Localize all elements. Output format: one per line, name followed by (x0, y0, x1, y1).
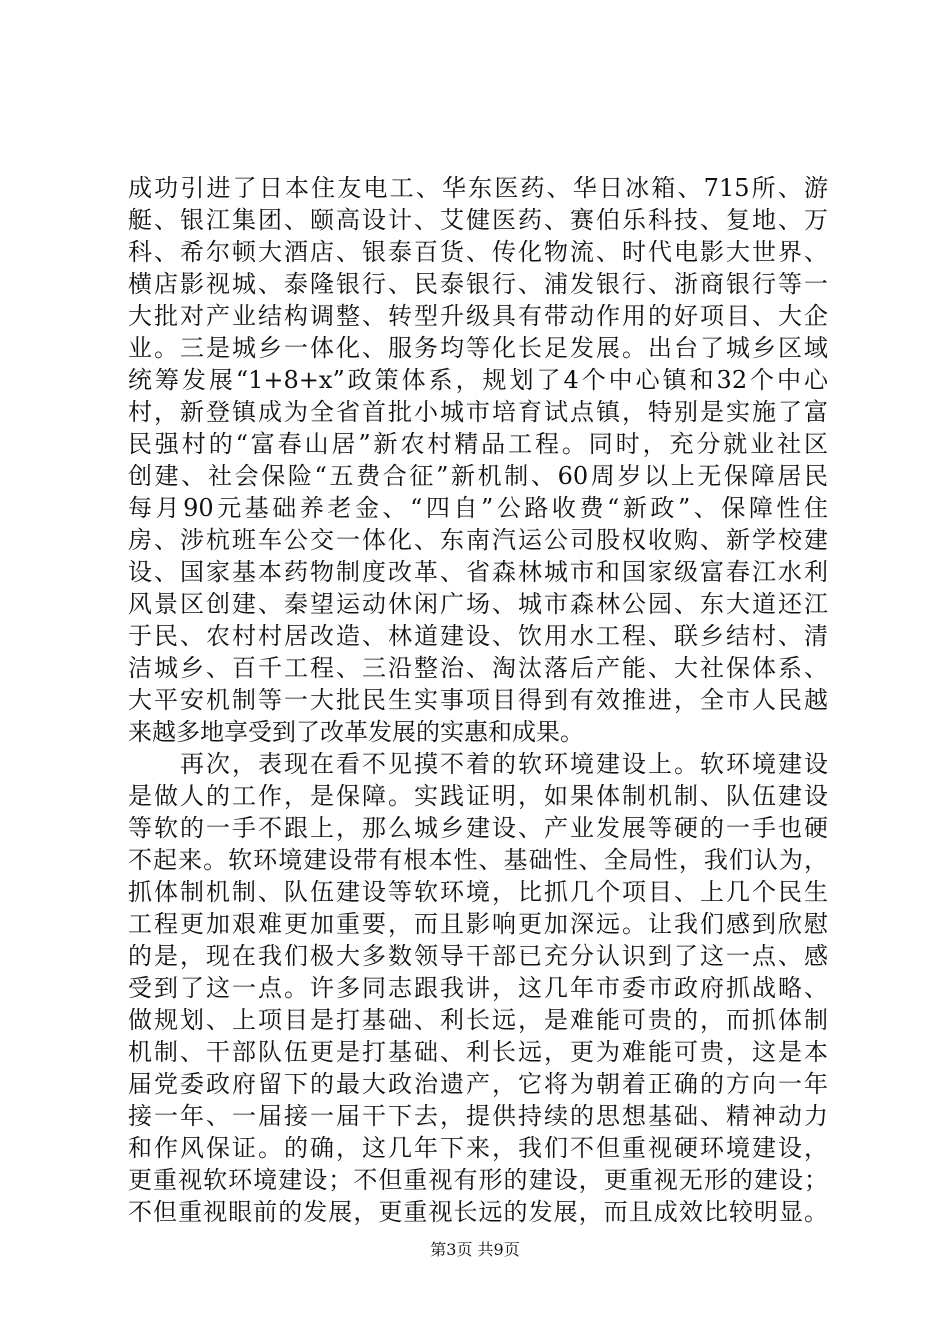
text-line: 接一年、一届接一届干下去，提供持续的思想基础、精神动力 (128, 1102, 828, 1130)
text-line: 来越多地享受到了改革发展的实惠和成果。 (128, 718, 584, 746)
text-line: 每月90元基础养老金、“四自”公路收费“新政”、保障性住 (128, 494, 828, 522)
text-line: 大批对产业结构调整、转型升级具有带动作用的好项目、大企 (128, 302, 828, 330)
text-line: 大平安机制等一大批民生实事项目得到有效推进，全市人民越 (128, 686, 828, 714)
text-line: 做规划、上项目是打基础、利长远，是难能可贵的，而抓体制 (128, 1006, 828, 1034)
page-number-label: 第3页 共9页 (430, 1240, 520, 1259)
text-line: 横店影视城、泰隆银行、民泰银行、浦发银行、浙商银行等一 (128, 270, 828, 298)
paragraph-2 (128, 748, 828, 1228)
text-line: 设、国家基本药物制度改革、省森林城市和国家级富春江水利 (128, 558, 828, 586)
text-line: 洁城乡、百千工程、三沿整治、淘汰落后产能、大社保体系、 (128, 654, 828, 682)
text-line: 更重视软环境建设；不但重视有形的建设，更重视无形的建设； (128, 1166, 828, 1194)
text-line: 机制、干部队伍更是打基础、利长远，更为难能可贵，这是本 (128, 1038, 828, 1066)
text-line: 的是，现在我们极大多数领导干部已充分认识到了这一点、感 (128, 942, 828, 970)
text-line: 科、希尔顿大酒店、银泰百货、传化物流、时代电影大世界、 (128, 238, 828, 266)
paragraph-1 (128, 172, 828, 748)
text-line: 业。三是城乡一体化、服务均等化长足发展。出台了城乡区域 (128, 334, 828, 362)
text-line: 村，新登镇成为全省首批小城市培育试点镇，特别是实施了富 (128, 398, 828, 426)
text-line: 艇、银江集团、颐高设计、艾健医药、赛伯乐科技、复地、万 (128, 206, 828, 234)
text-line: 不但重视眼前的发展，更重视长远的发展，而且成效比较明显。 (128, 1198, 828, 1226)
text-line: 和作风保证。的确，这几年下来，我们不但重视硬环境建设， (128, 1134, 828, 1162)
document-body (128, 172, 828, 1228)
text-line: 成功引进了日本住友电工、华东医药、华日冰箱、715所、游 (128, 174, 828, 202)
text-line: 工程更加艰难更加重要，而且影响更加深远。让我们感到欣慰 (128, 910, 828, 938)
text-line: 届党委政府留下的最大政治遗产，它将为朝着正确的方向一年 (128, 1070, 828, 1098)
text-line: 是做人的工作，是保障。实践证明，如果体制机制、队伍建设 (128, 782, 828, 810)
text-line: 抓体制机制、队伍建设等软环境，比抓几个项目、上几个民生 (128, 878, 828, 906)
page-footer (0, 1240, 950, 1260)
text-line: 统筹发展“1+8+x”政策体系，规划了4个中心镇和32个中心 (128, 366, 828, 394)
text-line: 于民、农村村居改造、林道建设、饮用水工程、联乡结村、清 (128, 622, 828, 650)
text-line: 再次，表现在看不见摸不着的软环境建设上。软环境建设 (128, 750, 828, 778)
text-line: 不起来。软环境建设带有根本性、基础性、全局性，我们认为， (128, 846, 828, 874)
text-line: 等软的一手不跟上，那么城乡建设、产业发展等硬的一手也硬 (128, 814, 828, 842)
text-line: 创建、社会保险“五费合征”新机制、60周岁以上无保障居民 (128, 462, 828, 490)
text-line: 受到了这一点。许多同志跟我讲，这几年市委市政府抓战略、 (128, 974, 828, 1002)
text-line: 民强村的“富春山居”新农村精品工程。同时，充分就业社区 (128, 430, 828, 458)
text-line: 房、涉杭班车公交一体化、东南汽运公司股权收购、新学校建 (128, 526, 828, 554)
text-line: 风景区创建、秦望运动休闲广场、城市森林公园、东大道还江 (128, 590, 828, 618)
